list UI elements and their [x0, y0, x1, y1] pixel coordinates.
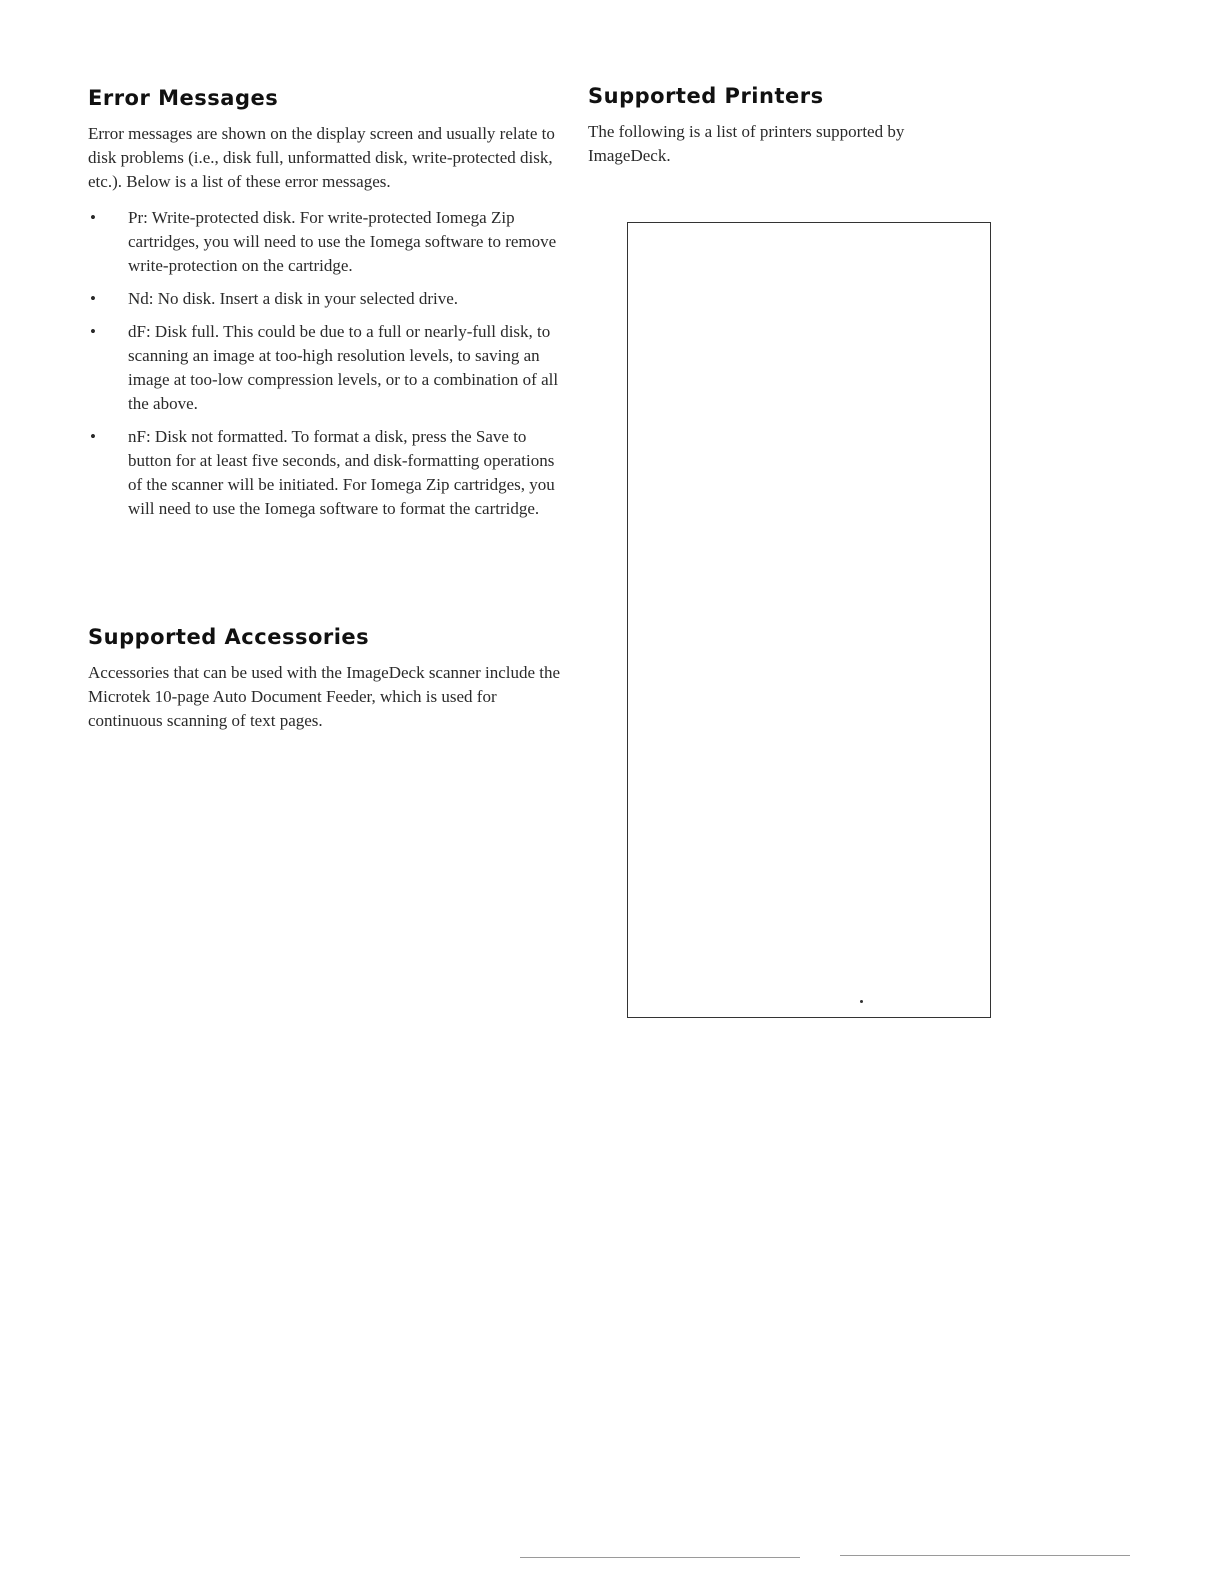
error-item-text: nF: Disk not formatted. To format a disk, press the Save to button for at least five seconds, and disk-formatting operations of the scanner will be initiated. For Iomega Zip cartridges, you will need to use the Iomega software to format the cartridge. [128, 427, 555, 518]
error-messages-intro: Error messages are shown on the display screen and usually relate to disk problems (i.e., disk full, unformatted disk, write-protected disk, etc.). Below is a list of these error messages. [88, 124, 555, 191]
bullet-icon: • [90, 289, 96, 308]
scan-artifact-line [840, 1555, 1130, 1556]
bullet-icon: • [90, 208, 96, 227]
supported-printers-heading: Supported Printers [588, 84, 824, 108]
supported-printers-section [588, 84, 1008, 168]
speck-mark [860, 1000, 863, 1003]
scan-artifact-line [520, 1557, 800, 1558]
error-messages-list [88, 206, 568, 521]
error-item-text: Pr: Write-protected disk. For write-protected Iomega Zip cartridges, you will need to use the Iomega software to remove write-protection on the cartridge. [128, 208, 557, 275]
printer-list-box [627, 222, 991, 1018]
supported-accessories-heading: Supported Accessories [88, 625, 370, 649]
error-messages-section [88, 86, 568, 530]
error-item-text: dF: Disk full. This could be due to a full or nearly-full disk, to scanning an image at too-high resolution levels, to saving an image at too-low compression levels, or to a combination of all the above. [128, 322, 559, 413]
list-item [88, 320, 568, 416]
list-item [88, 206, 568, 278]
list-item [88, 287, 568, 311]
list-item [88, 425, 568, 521]
supported-accessories-text: Accessories that can be used with the ImageDeck scanner include the Microtek 10-page Auto Document Feeder, which is used for continuous scanning of text pages. [88, 663, 561, 730]
supported-accessories-section [88, 625, 568, 733]
bullet-icon: • [90, 427, 96, 446]
bullet-icon: • [90, 322, 96, 341]
error-messages-heading: Error Messages [88, 86, 279, 110]
error-item-text: Nd: No disk. Insert a disk in your selected drive. [128, 289, 459, 308]
supported-printers-text: The following is a list of printers supported by ImageDeck. [588, 122, 905, 165]
